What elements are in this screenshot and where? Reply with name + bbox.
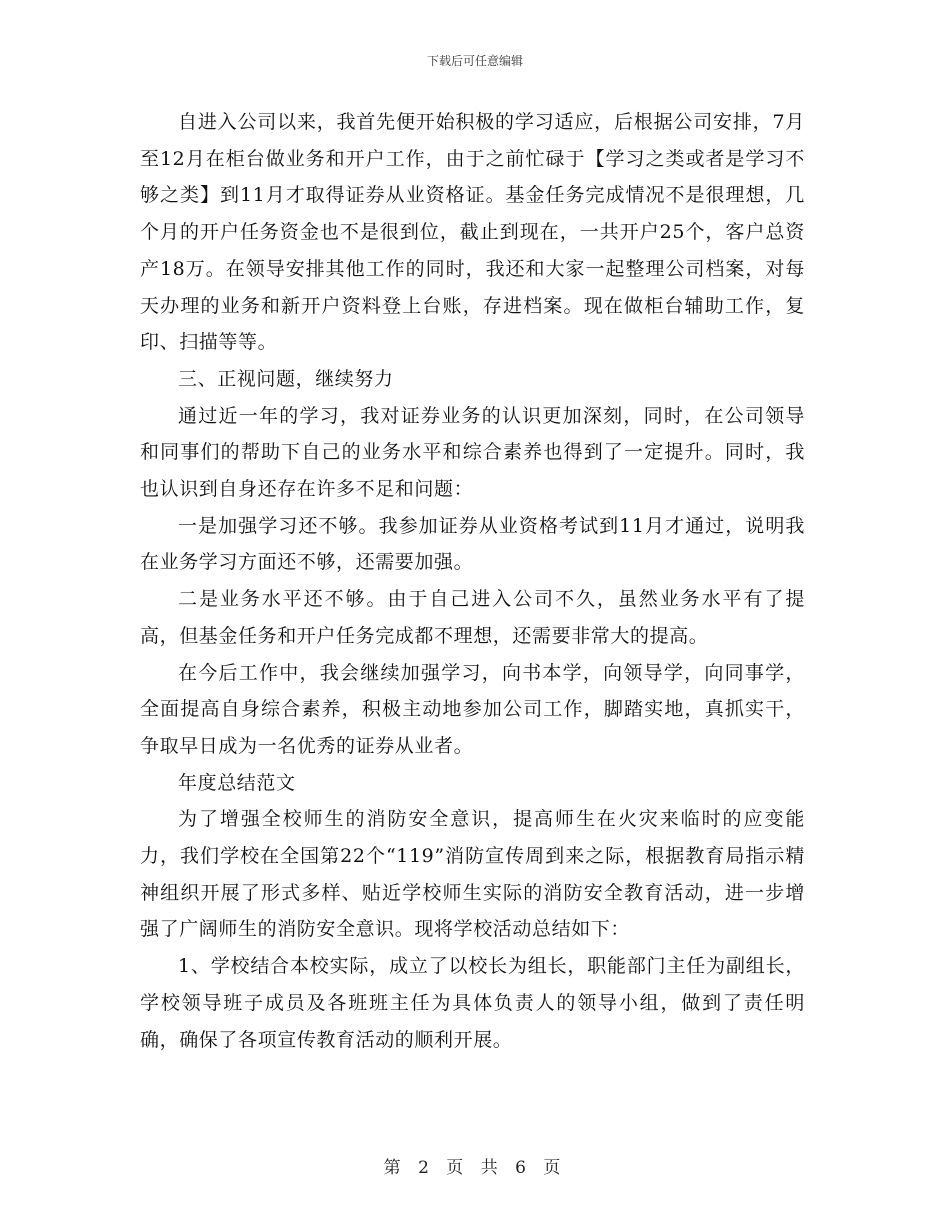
page-indicator: 第 2 页 共 6 页 <box>383 1158 567 1178</box>
paragraph-learning: 通过近一年的学习，我对证券业务的认识更加深刻，同时，在公司领导和同事们的帮助下自己的业务水平和综合素养也得到了一定提升。同时，我也认识到自身还存在许多不足和问题： <box>140 404 805 501</box>
section-heading-problems: 三、正视问题，继续努力 <box>178 367 394 390</box>
paragraph-shortcoming-skill: 二是业务水平还不够。由于自己进入公司不久，虽然业务水平有了提高，但基金任务和开户任务完成都不理想，还需要非常大的提高。 <box>140 588 805 647</box>
paragraph-future-plan: 在今后工作中，我会继续加强学习，向书本学，向领导学，向同事学，全面提高自身综合素养，积极主动地参加公司工作，脚踏实地，真抓实干，争取早日成为一名优秀的证券从业者。 <box>140 661 805 757</box>
section-heading-annual-summary: 年度总结范文 <box>178 771 296 794</box>
paragraph-work-review: 自进入公司以来，我首先便开始积极的学习适应，后根据公司安排，7月至12月在柜台做业务和开户工作，由于之前忙碌于【学习之类或者是学习不够之类】到11月才取得证券从业资格证。基金任务完成情况不是很理想，几个月的开户任务资金也不是很到位，截止到现在，一共开户25个，客户总资产18万。在领导安排其他工作的同时，我还和大家一起整理公司档案，对每天办理的业务和新开户资料登上台账，存进档案。现在做柜台辅助工作，复印、扫描等等。 <box>140 111 805 354</box>
paragraph-fire-safety-item-1: 1、学校结合本校实际，成立了以校长为组长，职能部门主任为副组长，学校领导班子成员及各班班主任为具体负责人的领导小组，做到了责任明确，确保了各项宣传教育活动的顺利开展。 <box>140 955 805 1051</box>
document-body <box>140 104 805 1058</box>
paragraph-shortcoming-study: 一是加强学习还不够。我参加证券从业资格考试到11月才通过，说明我在业务学习方面还不够，还需要加强。 <box>140 514 805 574</box>
paragraph-fire-safety-intro: 为了增强全校师生的消防安全意识，提高师生在火灾来临时的应变能力，我们学校在全国第22个“119”消防宣传周到来之际，根据教育局指示精神组织开展了形式多样、贴近学校师生实际的消防安全教育活动，进一步增强了广阔师生的消防安全意识。现将学校活动总结如下： <box>140 808 805 941</box>
header-note: 下载后可任意编辑 <box>426 54 523 68</box>
